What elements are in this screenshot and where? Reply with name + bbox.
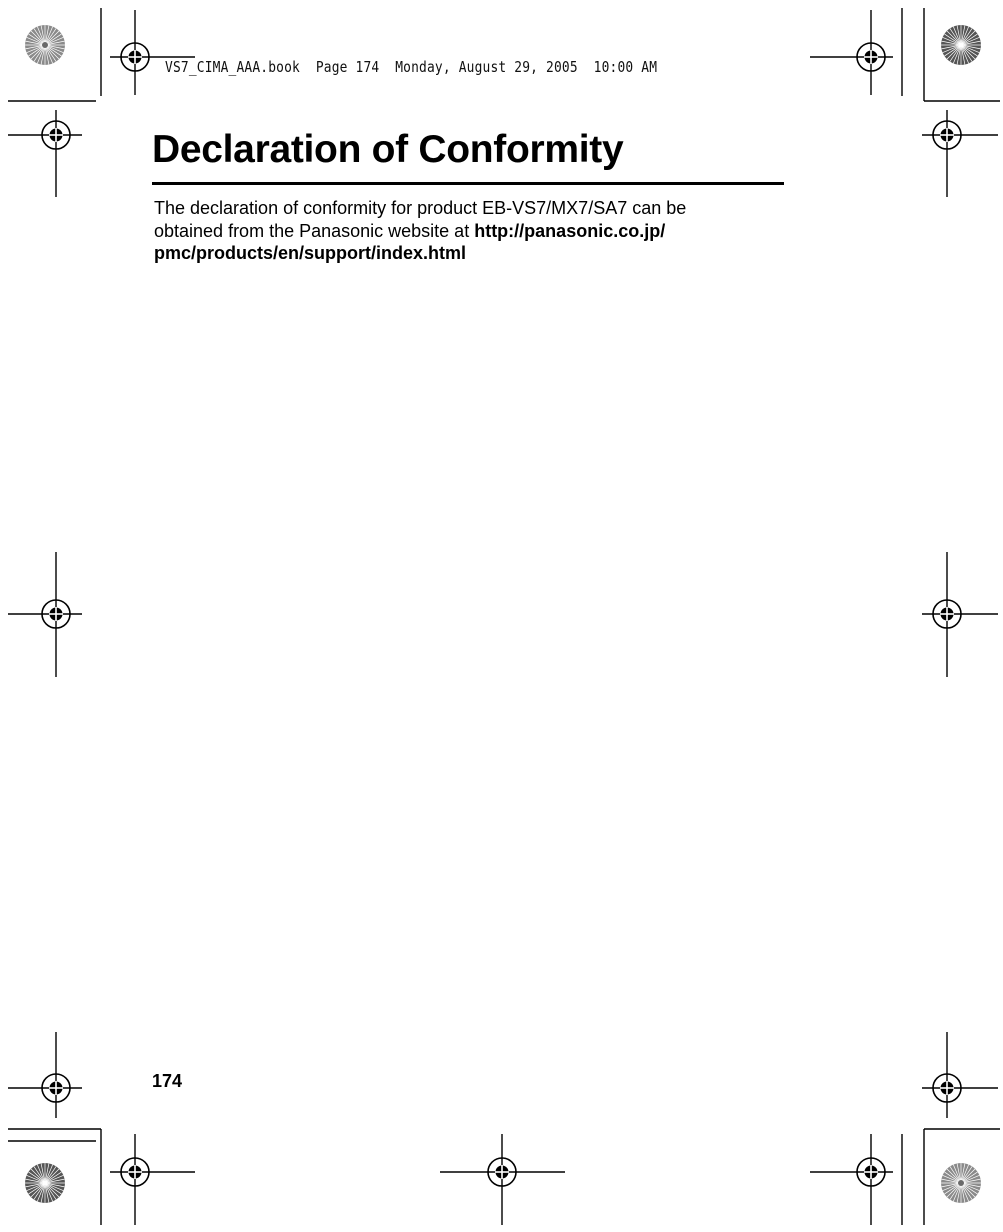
registration-mark-top [110, 10, 195, 95]
registration-mark-left-middle [8, 552, 82, 677]
registration-mark-top-right [810, 10, 893, 95]
page-number: 174 [152, 1071, 183, 1091]
print-slug-line: VS7_CIMA_AAA.book Page 174 Monday, August 29, 2005 10:00 AM [165, 58, 658, 76]
registration-mark-bottom-right [810, 1134, 893, 1225]
registration-mark-right-lower [922, 1032, 998, 1118]
body-line-2-text: obtained from the Panasonic website at [154, 220, 475, 241]
declaration-paragraph [154, 197, 794, 265]
registration-mark-left-upper [8, 110, 82, 197]
color-wheel-bottom-left [25, 1163, 65, 1203]
registration-mark-right-upper [922, 110, 998, 197]
color-wheel-top-right [941, 25, 981, 65]
title-underline [152, 182, 784, 185]
body-line-1: The declaration of conformity for product EB-VS7/MX7/SA7 can be [154, 198, 687, 218]
page-title: Declaration of Conformity [152, 128, 624, 171]
color-wheel-top-left [25, 25, 65, 65]
website-url-part-2: pmc/products/en/support/index.html [154, 243, 467, 263]
color-wheel-bottom-right [941, 1163, 981, 1203]
registration-mark-bottom-center [440, 1134, 565, 1225]
website-url-part-1: http://panasonic.co.jp/ [474, 220, 666, 241]
registration-mark-left-lower [8, 1032, 82, 1118]
